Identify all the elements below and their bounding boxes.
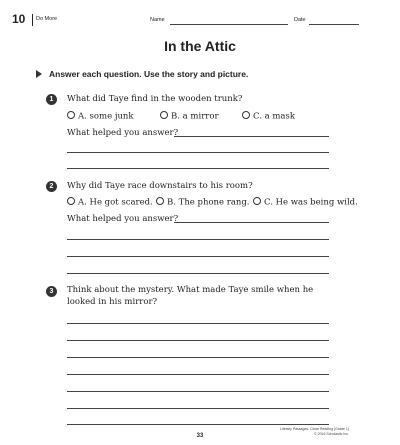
question-3-number: 3 xyxy=(46,286,57,297)
question-3-answer-line[interactable] xyxy=(67,391,329,392)
credit-line: Literary Passages: Close Reading (Grade 1) xyxy=(280,427,349,431)
radio-circle-icon[interactable] xyxy=(242,111,250,119)
question-3-answer-line[interactable] xyxy=(67,323,329,324)
question-3-text: Think about the mystery. What made Taye smile when he looked in his mirror? xyxy=(67,285,314,307)
question-1-choice-b[interactable]: B. a mirror xyxy=(160,111,219,122)
question-1-answer-line[interactable] xyxy=(67,168,329,169)
credit-line: © 2016 Scholastic Inc. xyxy=(314,432,349,436)
question-2-answer-line[interactable] xyxy=(67,256,329,257)
level-label: Do More xyxy=(36,16,58,22)
question-1-answer-line[interactable] xyxy=(67,152,329,153)
header-divider xyxy=(32,14,33,26)
radio-circle-icon[interactable] xyxy=(67,111,75,119)
level-number: 10 xyxy=(12,12,26,26)
copyright-credit xyxy=(280,427,349,437)
question-3-answer-line[interactable] xyxy=(67,408,329,409)
instruction-text: Answer each question. Use the story and picture. xyxy=(49,69,249,79)
radio-circle-icon[interactable] xyxy=(253,197,261,205)
name-field[interactable] xyxy=(170,24,288,25)
question-3-answer-line[interactable] xyxy=(67,357,329,358)
instruction xyxy=(36,69,248,79)
question-1-choice-c[interactable]: C. a mask xyxy=(242,111,295,122)
question-2-helped-line[interactable] xyxy=(174,222,329,223)
question-2-text: Why did Taye race downstairs to his room? xyxy=(67,181,253,191)
radio-circle-icon[interactable] xyxy=(156,197,164,205)
question-1-helped-line[interactable] xyxy=(174,136,329,137)
date-label: Date xyxy=(294,17,306,23)
radio-circle-icon[interactable] xyxy=(67,197,75,205)
page-title: In the Attic xyxy=(164,38,236,54)
question-1-number: 1 xyxy=(46,94,57,105)
question-3-answer-line[interactable] xyxy=(67,424,329,425)
question-2-answer-line[interactable] xyxy=(67,239,329,240)
question-2-answer-line[interactable] xyxy=(67,273,329,274)
date-field[interactable] xyxy=(309,24,359,25)
arrow-right-icon xyxy=(36,70,42,78)
question-2-choice-a[interactable]: A. He got scared. xyxy=(67,197,153,208)
question-1-choice-a[interactable]: A. some junk xyxy=(67,111,134,122)
worksheet-header xyxy=(12,14,386,28)
question-2-choice-b[interactable]: B. The phone rang. xyxy=(156,197,250,208)
radio-circle-icon[interactable] xyxy=(160,111,168,119)
question-3-answer-line[interactable] xyxy=(67,374,329,375)
name-label: Name xyxy=(150,17,165,23)
question-1-helped-label: What helped you answer? xyxy=(67,128,179,138)
question-2-number: 2 xyxy=(46,181,57,192)
question-2-choice-c[interactable]: C. He was being wild. xyxy=(253,197,358,208)
page-number: 33 xyxy=(196,433,204,439)
question-3-answer-line[interactable] xyxy=(67,340,329,341)
question-2-helped-label: What helped you answer? xyxy=(67,214,179,224)
question-1-text: What did Taye find in the wooden trunk? xyxy=(67,94,243,104)
